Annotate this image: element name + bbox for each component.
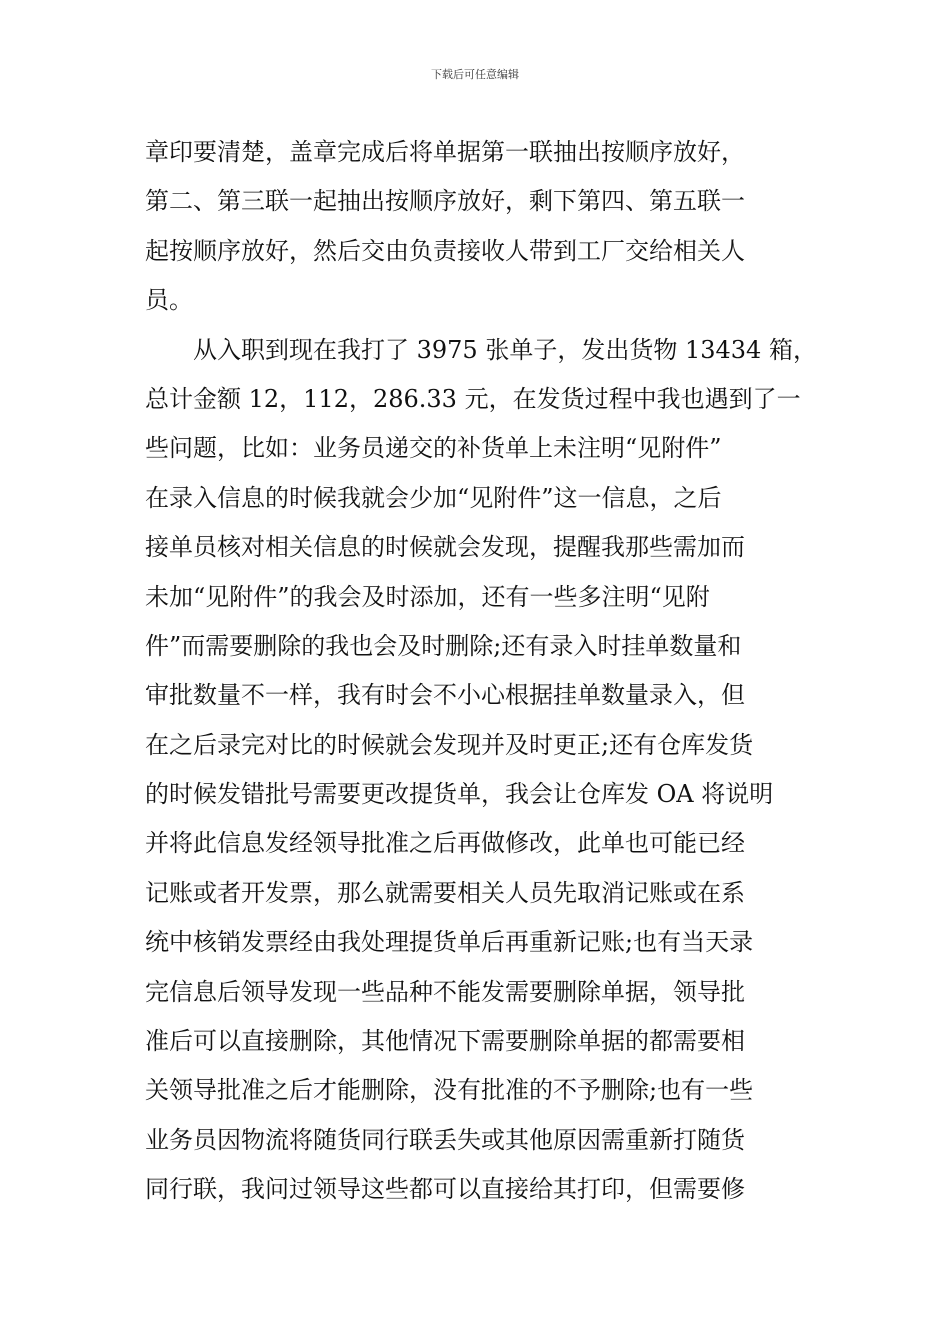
paragraph-1 (145, 128, 817, 326)
text-line: 在之后录完对比的时候就会发现并及时更正;还有仓库发货 (145, 730, 754, 759)
text-line: 接单员核对相关信息的时候就会发现，提醒我那些需加而 (145, 533, 745, 562)
text-line: 第二、第三联一起抽出按顺序放好，剩下第四、第五联一 (145, 187, 745, 216)
text-line: 记账或者开发票，那么就需要相关人员先取消记账或在系 (145, 878, 745, 907)
text-line: 未加“见附件”的我会及时添加，还有一些多注明“见附 (145, 582, 710, 611)
text-line: 并将此信息发经领导批准之后再做修改，此单也可能已经 (145, 829, 745, 858)
page-header: 下载后可任意编辑 (431, 68, 519, 81)
text-line: 章印要清楚，盖章完成后将单据第一联抽出按顺序放好， (145, 138, 745, 166)
text-line: 从入职到现在我打了 3975 张单子，发出货物 13434 箱， (193, 335, 817, 364)
text-line: 总计金额 12，112，286.33 元，在发货过程中我也遇到了一 (145, 384, 801, 413)
text-line: 的时候发错批号需要更改提货单，我会让仓库发 OA 将说明 (145, 780, 774, 809)
text-line: 准后可以直接删除，其他情况下需要删除单据的都需要相 (145, 1027, 745, 1056)
text-line: 员。 (145, 286, 193, 315)
paragraph-2 (145, 326, 817, 1215)
text-line: 关领导批准之后才能删除，没有批准的不予删除;也有一些 (145, 1076, 754, 1105)
text-line: 同行联，我问过领导这些都可以直接给其打印，但需要修 (145, 1175, 745, 1204)
text-line: 审批数量不一样，我有时会不小心根据挂单数量录入，但 (145, 681, 745, 710)
text-line: 业务员因物流将随货同行联丢失或其他原因需重新打随货 (145, 1125, 745, 1154)
text-line: 件”而需要删除的我也会及时删除;还有录入时挂单数量和 (145, 631, 742, 660)
text-line: 统中核销发票经由我处理提货单后再重新记账;也有当天录 (145, 928, 754, 957)
body-text (145, 128, 817, 1215)
text-line: 些问题，比如：业务员递交的补货单上未注明“见附件” (145, 434, 722, 463)
text-line: 完信息后领导发现一些品种不能发需要删除单据，领导批 (145, 977, 745, 1006)
text-line: 在录入信息的时候我就会少加“见附件”这一信息，之后 (145, 483, 722, 512)
text-line: 起按顺序放好，然后交由负责接收人带到工厂交给相关人 (145, 236, 745, 265)
